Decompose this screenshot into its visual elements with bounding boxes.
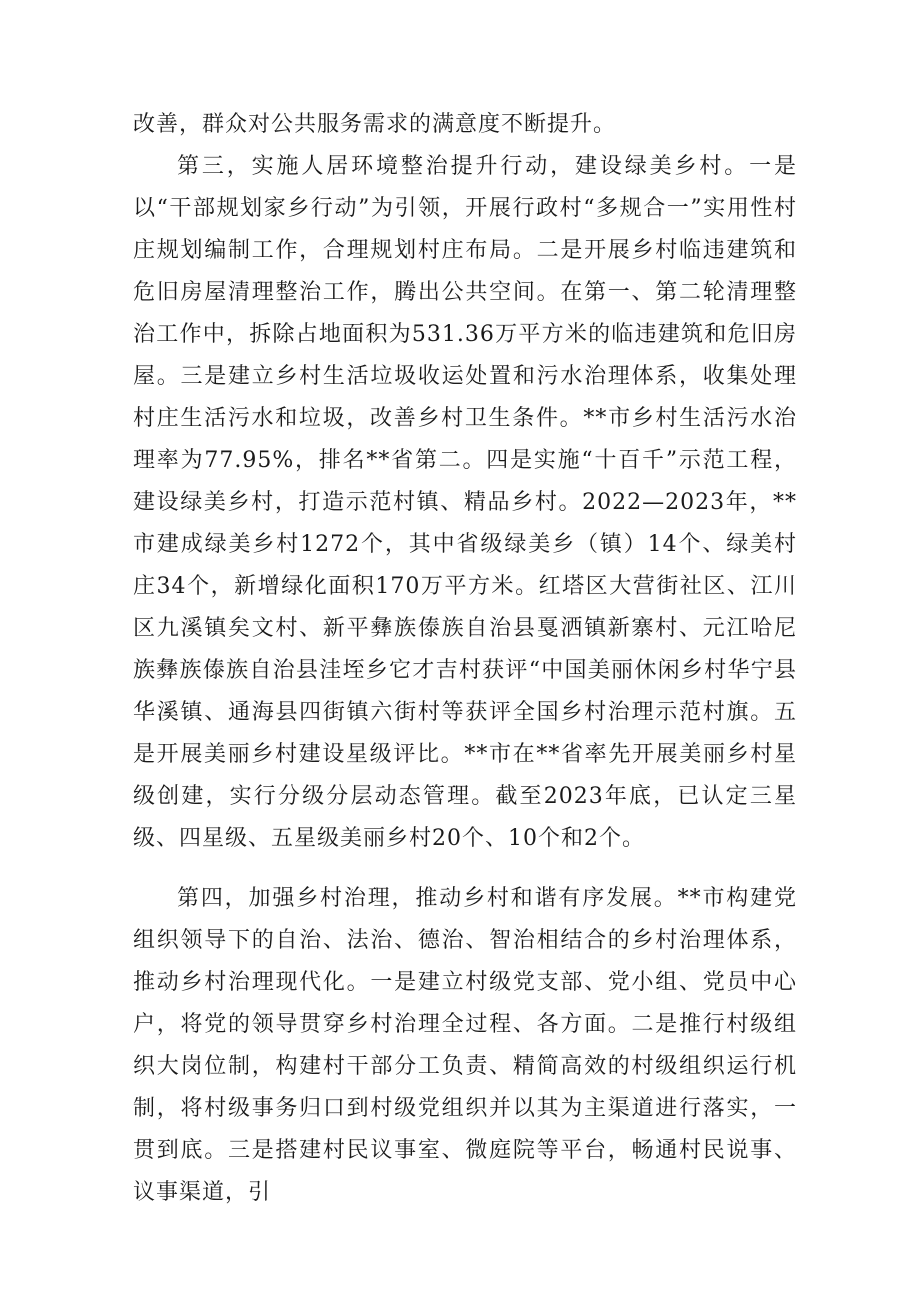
paragraph-fourth-point: 第四，加强乡村治理，推动乡村和谐有序发展。**市构建党组织领导下的自治、法治、德治、智治相结合的乡村治理体系，推动乡村治理现代化。一是建立村级党支部、党小组、党员中心户，将党的领导贯穿乡村治理全过程、各方面。二是推行村级组织大岗位制，构建村干部分工负责、精简高效的村级组织运行机制，将村级事务归口到村级党组织并以其为主渠道进行落实，一贯到底。三是搭建村民议事室、微庭院等平台，畅通村民说事、议事渠道，引 <box>133 886 797 1205</box>
paragraph-continuation: 改善，群众对公共服务需求的满意度不断提升。 <box>133 112 617 137</box>
paragraph-third-point: 第三，实施人居环境整治提升行动，建设绿美乡村。一是以“干部规划家乡行动”为引领，开展行政村“多规合一”实用性村庄规划编制工作，合理规划村庄布局。二是开展乡村临违建筑和危旧房屋清理整治工作，腾出公共空间。在第一、第二轮清理整治工作中，拆除占地面积为531.36万平方米的临违建筑和危旧房屋。三是建立乡村生活垃圾收运处置和污水治理体系，收集处理村庄生活污水和垃圾，改善乡村卫生条件。**市乡村生活污水治理率为77.95%，排名**省第二。四是实施“十百千”示范工程，建设绿美乡村，打造示范村镇、精品乡村。2022—2023年，**市建成绿美乡村1272个，其中省级绿美乡（镇）14个、绿美村庄34个，新增绿化面积170万平方米。红塔区大营街社区、江川区九溪镇矣文村、新平彝族傣族自治县戛洒镇新寨村、元江哈尼族彝族傣族自治县洼垤乡它才吉村获评“中国美丽休闲乡村华宁县华溪镇、通海县四街镇六街村等获评全国乡村治理示范村旗。五是开展美丽乡村建设星级评比。**市在**省率先开展美丽乡村星级创建，实行分级分层动态管理。截至2023年底，已认定三星级、四星级、五星级美丽乡村20个、10个和2个。 <box>133 154 797 851</box>
document-body <box>133 104 797 1214</box>
